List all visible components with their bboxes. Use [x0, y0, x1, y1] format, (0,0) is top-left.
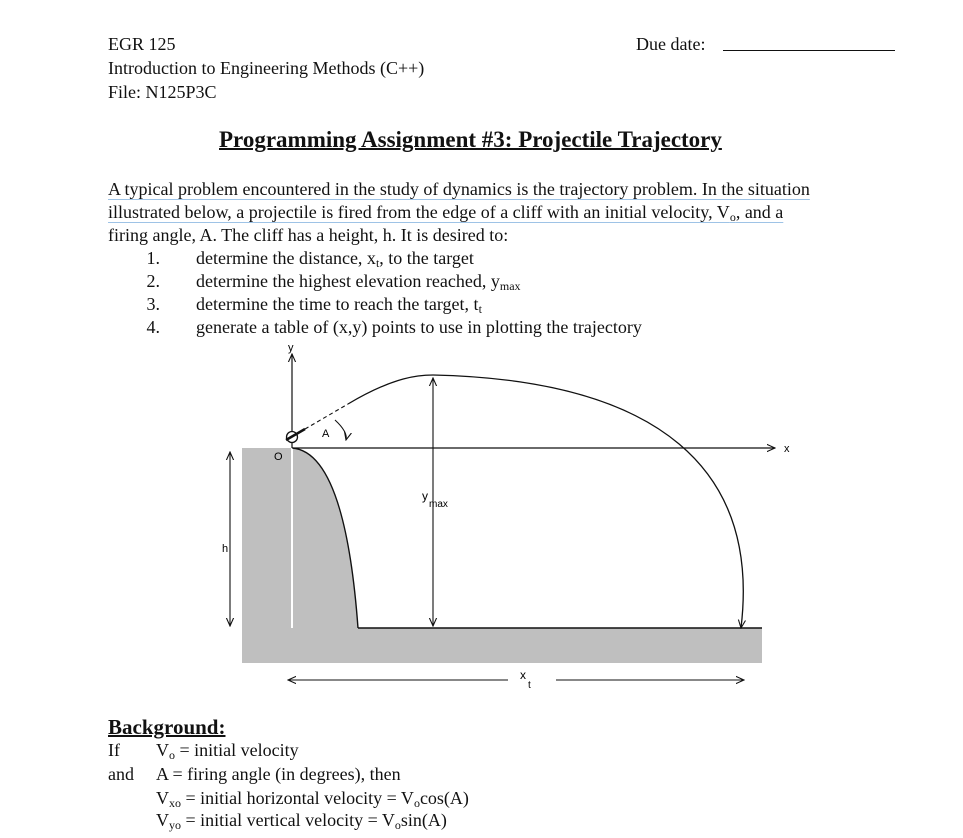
ymax-sub: max: [429, 499, 448, 510]
y-axis-label: y: [288, 342, 294, 354]
origin-label: O: [274, 451, 283, 463]
background-line-1: If $V_o$ = initial velocity: [108, 740, 299, 762]
xt-sub: t: [528, 680, 531, 691]
background-line-4: $V_{yo}$ = initial vertical velocity = $V_o\sin(A)$: [156, 810, 447, 832]
h-label: h: [222, 543, 229, 555]
ymax-label: y: [422, 489, 428, 503]
due-date-label: Due date:: [636, 34, 706, 54]
file-name: File: N125P3C: [108, 82, 217, 102]
list-item: 4. generate a table of (x,y) points to use in plotting the trajectory: [146, 317, 642, 337]
intro-line-2: illustrated below, a projectile is fired from the edge of a cliff with an initial velocity, $V_o$, and a: [108, 202, 784, 224]
background-line-2: and A = firing angle (in degrees), then: [108, 764, 401, 784]
list-item: 1. determine the distance, $x_t$, to the target: [146, 248, 474, 270]
x-axis-label: x: [784, 443, 790, 455]
launch-direction: [305, 404, 348, 429]
xt-label: x: [520, 668, 526, 682]
angle-label: A: [322, 428, 330, 440]
list-item: 2. determine the highest elevation reached, $y_{max}$: [146, 271, 521, 293]
intro-line-3: firing angle, A. The cliff has a height, h. It is desired to:: [108, 225, 509, 245]
list-item: 3. determine the time to reach the target, $t_t$: [146, 294, 482, 316]
course-name: Introduction to Engineering Methods (C++): [108, 58, 425, 78]
course-code: EGR 125: [108, 34, 176, 54]
trajectory-curve: [348, 375, 743, 628]
intro-line-1: A typical problem encountered in the study of dynamics is the trajectory problem. In the situation: [108, 179, 810, 199]
background-heading: Background:: [108, 715, 226, 739]
page-title: Programming Assignment #3: Projectile Trajectory: [219, 127, 722, 152]
ground: [242, 628, 762, 663]
background-line-3: $V_{xo}$ = initial horizontal velocity = $V_o\cos(A)$: [156, 788, 469, 810]
angle-arc: [335, 420, 346, 440]
